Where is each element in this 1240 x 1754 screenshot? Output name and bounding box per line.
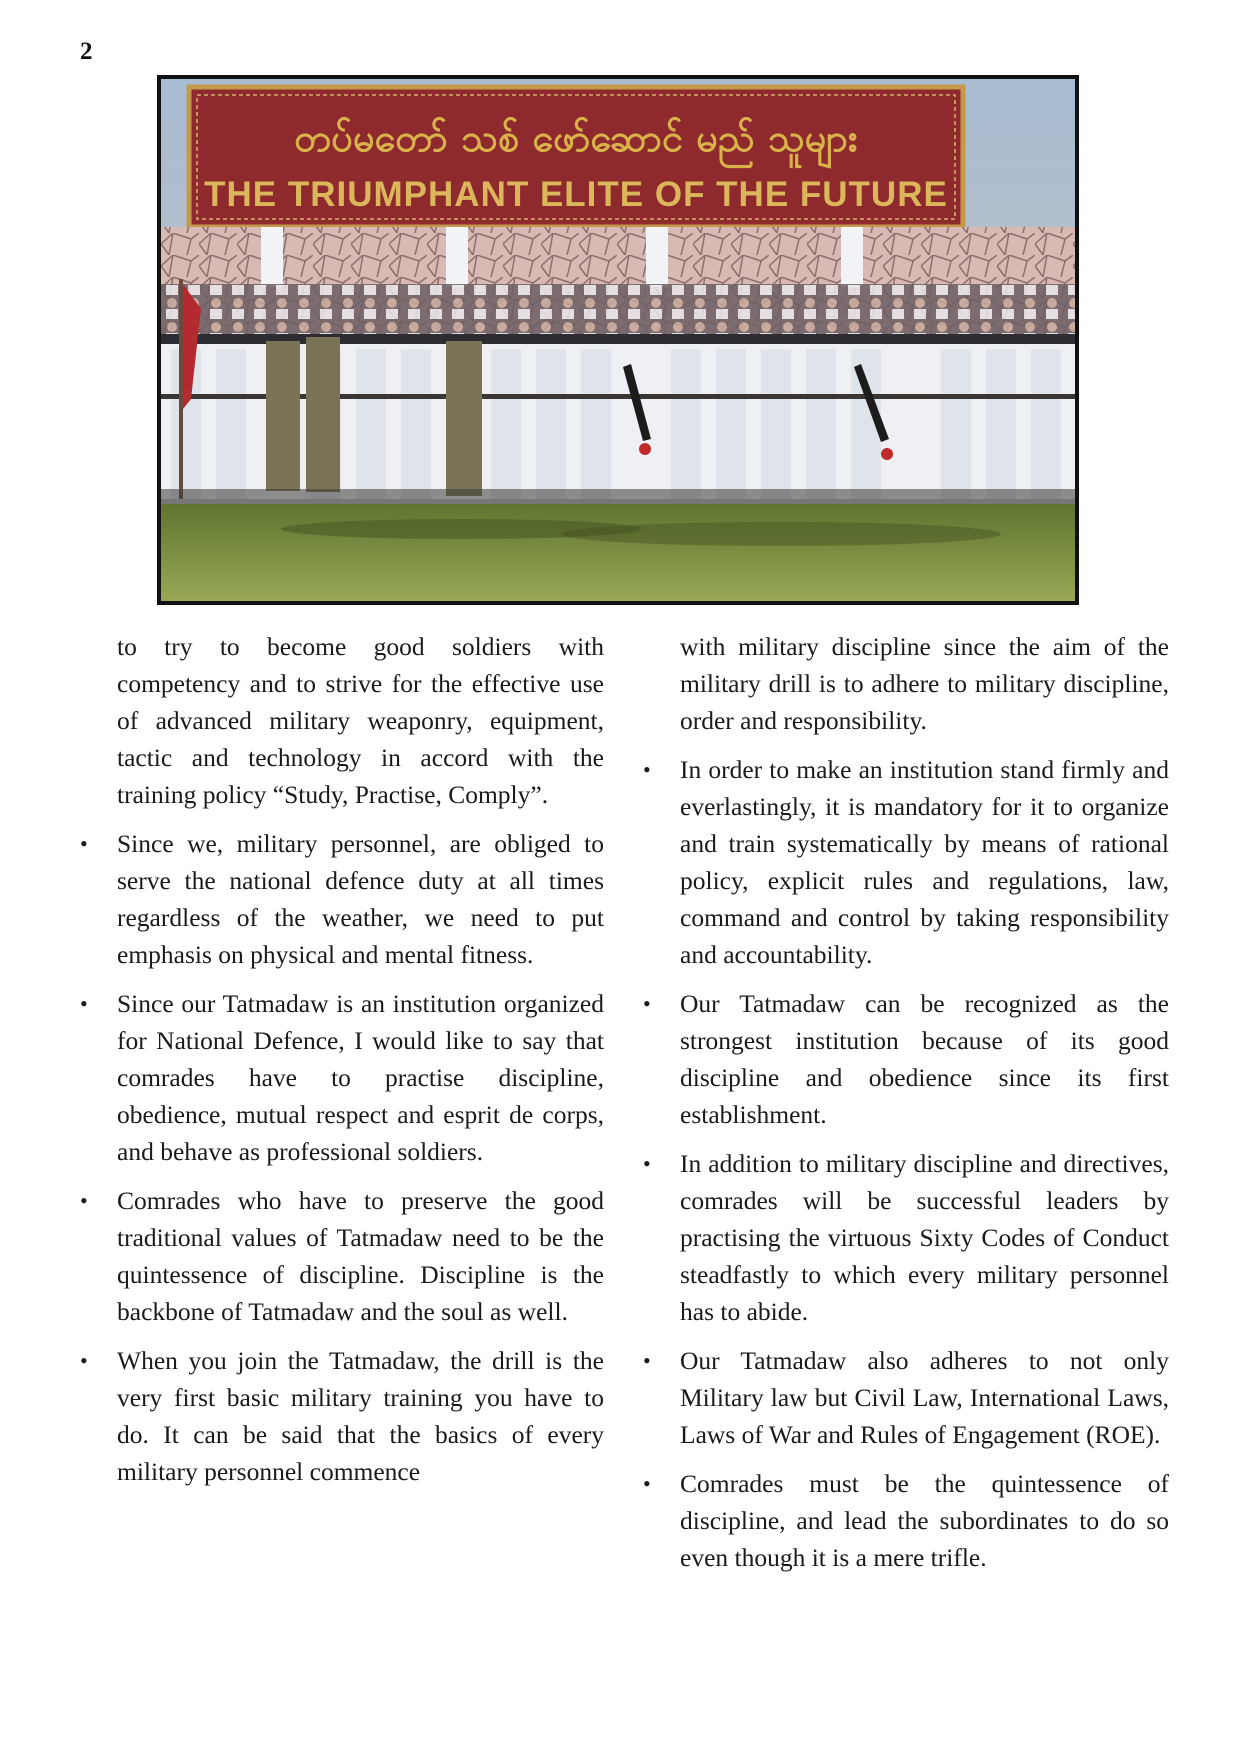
list-item [80,985,604,1170]
list-item-text: Our Tatmadaw also adheres to not only Military law but Civil Law, International Laws, Laws of War and Rules of Engagement (ROE). [680,1346,1169,1449]
list-item [80,1342,604,1490]
right-column [643,628,1169,1588]
list-item [643,985,1169,1133]
list-item-text: When you join the Tatmadaw, the drill is the very first basic military training you have to do. It can be said that the basics of every military personnel commence [117,1346,604,1486]
list-item [80,1182,604,1330]
bullet-icon: • [80,831,88,856]
bullet-icon: • [643,1348,651,1373]
left-column [80,628,604,1502]
list-item [80,825,604,973]
bullet-icon: • [643,1471,651,1496]
bullet-icon: • [643,1151,651,1176]
banner-burmese-text: တပ်မတော် သစ် ဖော်ဆောင် မည် သူများ [294,116,858,160]
bullet-icon: • [80,991,88,1016]
list-item-text: In order to make an institution stand firmly and everlastingly, it is mandatory for it to organize and train systematically by means of rational policy, explicit rules and regulations, law, command and control by taking responsibility and accountability. [680,755,1169,969]
page-number: 2 [80,38,93,65]
list-item-text: Since we, military personnel, are obliged to serve the national defence duty at all times regardless of the weather, we need to put emphasis on physical and mental fitness. [117,829,604,969]
list-item-text: In addition to military discipline and directives, comrades will be successful leaders by practising the virtuous Sixty Codes of Conduct steadfastly to which every military personnel has to abide. [680,1149,1169,1326]
parade-illustration [161,79,1075,601]
list-item [643,1465,1169,1576]
bullet-icon: • [643,991,651,1016]
list-item-text: Comrades must be the quintessence of discipline, and lead the subordinates to do so even though it is a mere trifle. [680,1469,1169,1572]
bullet-icon: • [80,1348,88,1373]
banner-english-text: THE TRIUMPHANT ELITE OF THE FUTURE [204,175,948,214]
parade-photo [157,75,1079,605]
list-item-text: Our Tatmadaw can be recognized as the strongest institution because of its good discipline and obedience since its first establishment. [680,989,1169,1129]
list-item [643,1342,1169,1453]
bullet-icon: • [80,1188,88,1213]
right-continuation-paragraph: with military discipline since the aim of the military drill is to adhere to military discipline, order and responsibility. [680,632,1169,735]
left-continuation-paragraph: to try to become good soldiers with competency and to strive for the effective use of advanced military weaponry, equipment, tactic and technology in accord with the training policy “Study, Practise, Comply”. [117,632,604,809]
right-bullet-list [643,751,1169,1576]
list-item [643,751,1169,973]
list-item [643,1145,1169,1330]
bullet-icon: • [643,757,651,782]
list-item-text: Since our Tatmadaw is an institution organized for National Defence, I would like to say that comrades have to practise discipline, obedience, mutual respect and esprit de corps, and behave as professional soldiers. [117,989,604,1166]
list-item-text: Comrades who have to preserve the good traditional values of Tatmadaw need to be the quintessence of discipline. Discipline is the backbone of Tatmadaw and the soul as well. [117,1186,604,1326]
left-bullet-list [80,825,604,1490]
